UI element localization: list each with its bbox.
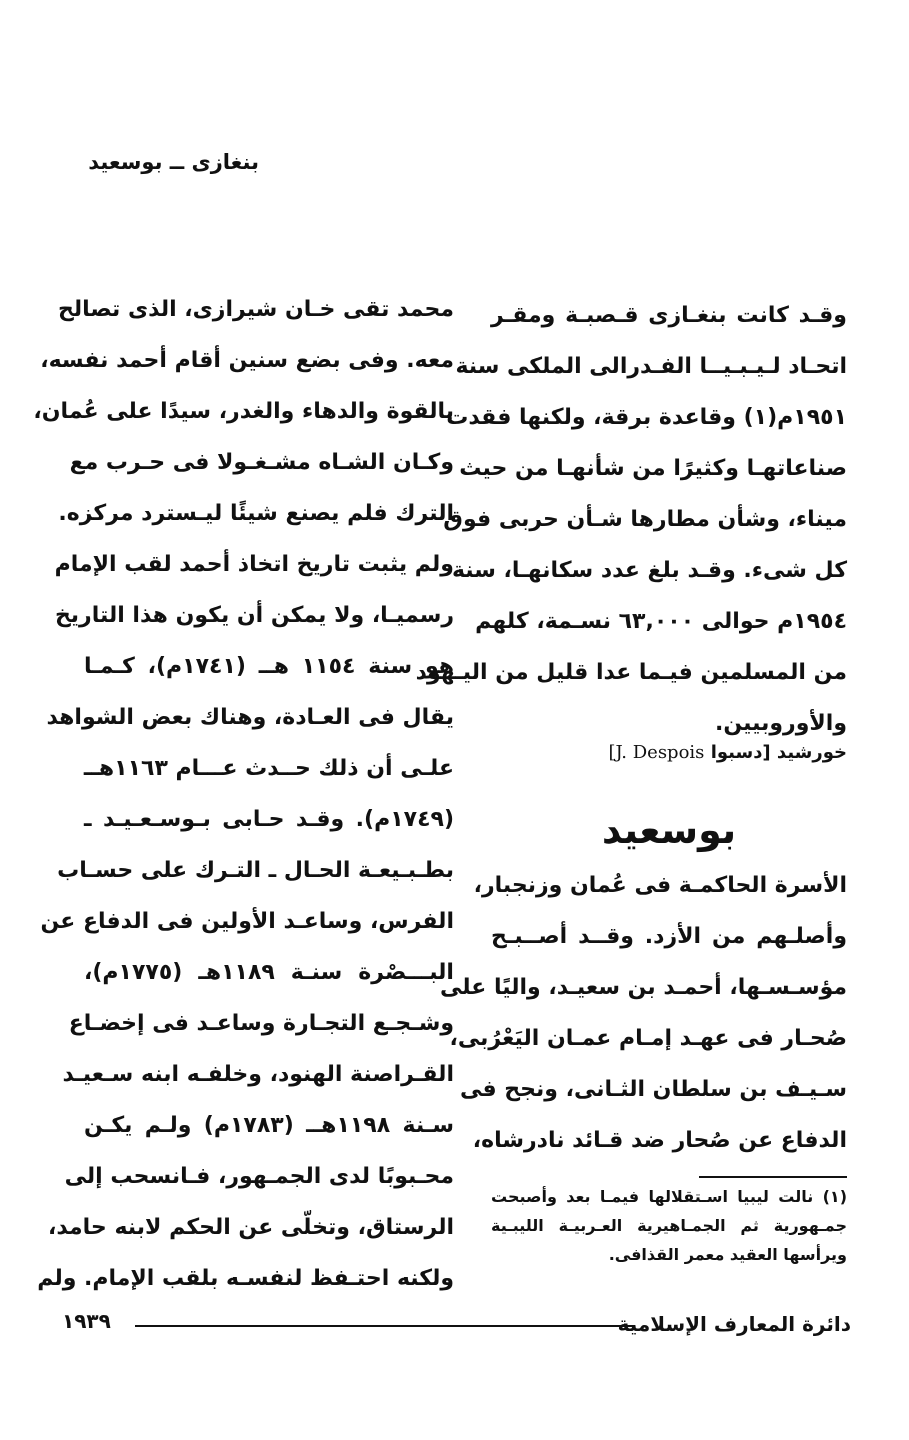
article-title: بوسعيد	[601, 808, 737, 852]
text-line: محمد تقى خـان شيرازى، الذى تصالح	[57, 297, 454, 322]
footnote	[491, 1182, 847, 1269]
text-line: وشـجـع التجـارة وساعـد فى إخضـاع	[68, 1011, 454, 1036]
text-line: معه. وفى بضع سنين أقام أحمد نفسه،	[40, 348, 454, 373]
text-line: والأوروبيين.	[715, 711, 847, 736]
text-line: كل شىء. وقـد بلغ عدد سكانهـا، سنة	[451, 558, 847, 583]
text-line: الدفاع عن صُحار ضد قـائد نادرشاه،	[472, 1128, 847, 1153]
text-line: ١٩٥١م(١) وقاعدة برقة، ولكنها فقدت	[446, 405, 847, 430]
text-line: الأسرة الحاكمـة فى عُمان وزنجبار،	[473, 873, 847, 898]
footnote-divider	[699, 1176, 847, 1178]
text-line: (١٧٤٩م). وقـد حـابى بـوسـعـيـد ـ	[84, 807, 454, 832]
author-arabic: خورشيد [دسبوا	[710, 742, 847, 763]
text-line: صناعاتهـا وكثيرًا من شأنهـا من حيث	[459, 456, 847, 481]
text-line: رسميـا، ولا يمكن أن يكون هذا التاريخ	[54, 603, 454, 628]
text-line: ولم يثبت تاريخ اتخاذ أحمد لقب الإمام	[54, 552, 454, 577]
text-line: ميناء، وشأن مطارها شـأن حربى فوق	[443, 507, 847, 532]
right-column-bottom	[440, 860, 847, 1166]
text-line: يقال فى العـادة، وهناك بعض الشواهد	[46, 705, 454, 730]
text-line: وأصلـهم من الأزد. وقــد أصــبـح	[491, 924, 847, 949]
text-line: سـيـف بن سلطان الثـانى، ونجح فى	[459, 1077, 847, 1102]
footer-title: دائرة المعارف الإسلامية	[617, 1312, 851, 1336]
text-line: الرستاق، وتخلّى عن الحكم لابنه حامد،	[47, 1215, 454, 1240]
footnote-line: ويرأسها العقيد معمر القذافى.	[608, 1245, 847, 1264]
footnote-line: جمـهورية ثم الجمـاهيرية العـربيـة الليبـية	[491, 1216, 847, 1235]
text-line: اتحـاد لـيـبـيــا الفـدرالى الملكى سنة	[455, 354, 847, 379]
text-line: وكـان الشـاه مشـغـولا فى حـرب مع	[69, 450, 454, 475]
text-line: محـبوبًا لدى الجمـهور، فـانسحب إلى	[64, 1164, 454, 1189]
text-line: البـــصْرة سنـة ١١٨٩هـ (١٧٧٥م)،	[84, 960, 454, 985]
text-line: من المسلمين فيـما عدا قليل من اليـهود	[415, 660, 847, 685]
text-line: صُحـار فى عهـد إمـام عمـان اليَعْرُبى،	[449, 1026, 847, 1051]
footnote-line: (١) نالت ليبيا اسـتقلالها فيمـا بعد وأصبحت	[491, 1187, 847, 1206]
right-column-top	[415, 290, 847, 749]
author-signature	[491, 742, 847, 763]
text-line: ولكنه احتـفظ لنفسـه بلقب الإمام. ولم	[37, 1266, 454, 1291]
text-line: الترك فلم يصنع شيئًا ليـسترد مركزه.	[58, 501, 454, 526]
text-line: علـى أن ذلك حــدث عـــام ١١٦٣هــ	[83, 756, 454, 781]
text-line: ١٩٥٤م حوالى ٦٣,٠٠٠ نسـمة، كلهم	[475, 609, 847, 634]
text-line: هو سنة ١١٥٤ هــ (١٧٤١م)، كـمـا	[84, 654, 454, 679]
author-latin: J. Despois]	[608, 742, 705, 763]
text-line: الفرس، وساعـد الأولين فى الدفاع عن	[40, 909, 454, 934]
text-line: بطـبـيعـة الحـال ـ التـرك على حسـاب	[57, 858, 454, 883]
left-column	[33, 284, 454, 1304]
text-line: سـنة ١١٩٨هــ (١٧٨٣م) ولـم يكـن	[84, 1113, 454, 1138]
text-line: مؤسـسـها، أحمـد بن سعيـد، واليًا على	[440, 975, 847, 1000]
text-line: وقـد كانت بنغـازى قـصبـة ومقـر	[491, 303, 847, 328]
page-number: ١٩٣٩	[62, 1309, 111, 1333]
running-header: بنغازى ــ بوسعيد	[88, 150, 259, 174]
text-line: بالقوة والدهاء والغدر، سيدًا على عُمان،	[33, 399, 454, 424]
footer-divider	[135, 1325, 635, 1327]
text-line: القـراصنة الهنود، وخلفـه ابنه سـعيـد	[62, 1062, 454, 1087]
